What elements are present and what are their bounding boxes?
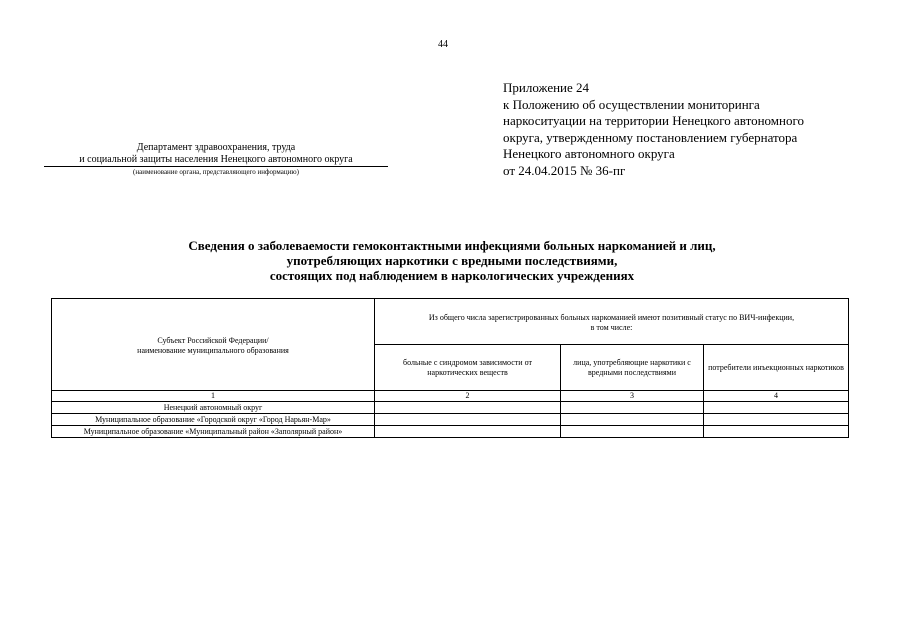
- table-cell: [375, 402, 561, 414]
- department-block: [44, 142, 388, 177]
- appendix-line: округа, утвержденному постановлением губернатора: [503, 129, 798, 145]
- column-header-injection: потребители инъекционных наркотиков: [704, 345, 849, 391]
- table-cell: [561, 426, 704, 438]
- column-header-dependence: больные с синдромом зависимости от наркотических веществ: [375, 345, 561, 391]
- statistics-table: [51, 298, 849, 438]
- table-cell: [704, 402, 849, 414]
- column-number: 1: [52, 391, 375, 402]
- table-cell: [704, 414, 849, 426]
- appendix-line: наркоситуации на территории Ненецкого автономного: [503, 113, 804, 128]
- group-header-line: в том числе:: [590, 322, 633, 332]
- appendix-line: Приложение 24: [503, 80, 590, 95]
- column-number: 3: [561, 391, 704, 402]
- title-line: Сведения о заболеваемости гемоконтактными инфекциями больных наркоманией и лиц,: [188, 238, 716, 253]
- row-label: Муниципальное образование «Муниципальный район «Заполярный район»: [52, 426, 375, 438]
- appendix-line: от 24.04.2015 № 36-пг: [503, 162, 626, 178]
- appendix-line: к Положению об осуществлении мониторинга: [503, 96, 760, 112]
- department-name-line2: и социальной защиты населения Ненецкого автономного округа: [44, 154, 388, 167]
- subject-header-line: Субъект Российской Федерации/: [157, 335, 269, 345]
- row-label: Ненецкий автономный округ: [52, 402, 375, 414]
- column-header-harmful-use: лица, употребляющие наркотики с вредными последствиями: [561, 345, 704, 391]
- table-cell: [561, 414, 704, 426]
- subject-header: [52, 299, 375, 391]
- title-line: состоящих под наблюдением в наркологических учреждениях: [269, 268, 635, 283]
- group-header: [375, 299, 849, 345]
- appendix-line: Ненецкого автономного округа: [503, 146, 675, 161]
- appendix-block: [503, 80, 804, 179]
- subject-header-line: наименование муниципального образования: [137, 345, 289, 355]
- table-row: [52, 426, 849, 438]
- document-title: [100, 238, 804, 283]
- table-cell: [375, 426, 561, 438]
- table-cell: [704, 426, 849, 438]
- table-row: [52, 414, 849, 426]
- department-name-line1: Департамент здравоохранения, труда: [136, 142, 296, 153]
- column-number: 4: [704, 391, 849, 402]
- table-row: [52, 402, 849, 414]
- row-label: Муниципальное образование «Городской округ «Город Нарьян-Мар»: [52, 414, 375, 426]
- group-header-line: Из общего числа зарегистрированных больных наркоманией имеют позитивный статус по ВИЧ-инфекции,: [428, 312, 795, 322]
- page-number: 44: [438, 39, 448, 50]
- table-cell: [561, 402, 704, 414]
- column-number: 2: [375, 391, 561, 402]
- department-caption: (наименование органа, представляющего информацию): [133, 168, 299, 176]
- table-cell: [375, 414, 561, 426]
- title-line: употребляющих наркотики с вредными последствиями,: [286, 253, 618, 268]
